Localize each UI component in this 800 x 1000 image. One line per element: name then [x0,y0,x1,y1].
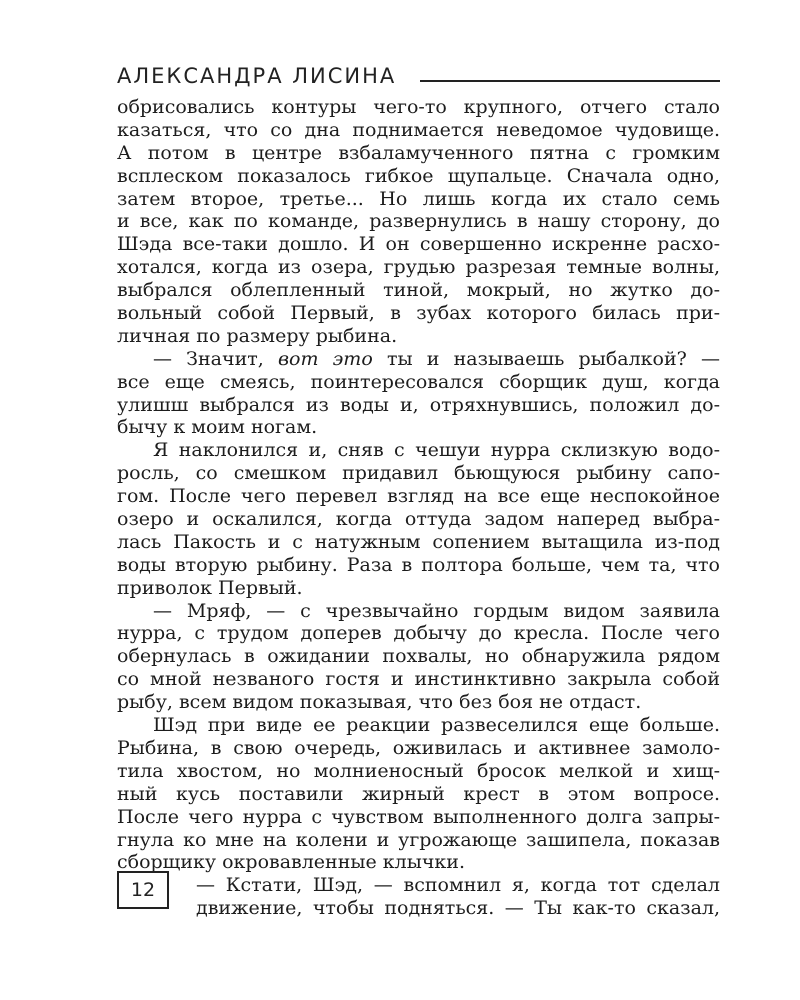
text-line: все еще смеясь, поинтересовался сборщик душ, когда [117,370,720,393]
text-line: — Значит, вот это ты и называешь рыбалкой? — [153,347,720,370]
text-line: выбрался облепленный тиной, мокрый, но жутко до- [117,279,720,302]
text-line: сборщику окровавленные клычки. [117,851,465,874]
text-line: движение, чтобы подняться. — Ты как-то сказал, [196,897,720,920]
text-line: нурра, с трудом доперев добычу до кресла. После чего [117,622,720,645]
body-text [117,96,720,920]
text-line: личная по размеру рыбина. [117,324,398,347]
text-line: всплеском показалось гибкое щупальце. Сначала одно, [117,164,720,187]
text-line: А потом в центре взбаламученного пятна с громким [117,141,720,164]
text-line: со мной незваного гостя и инстинктивно закрыла собой [117,668,720,691]
text-line: затем второе, третье... Но лишь когда их стало семь [117,187,720,210]
text-line: Я наклонился и, сняв с чешуи нурра склизкую водо- [153,439,720,462]
emphasis: вот это [277,347,373,370]
text-line: улишш выбрался из воды и, отряхнувшись, положил до- [117,393,720,416]
text-line: гом. После чего перевел взгляд на все еще неспокойное [117,485,720,508]
text-line: Шэд при виде ее реакции развеселился еще больше. [153,714,720,737]
text-line: озеро и оскалился, когда оттуда задом наперед выбра- [117,508,720,531]
text-line: росль, со смешком придавил бьющуюся рыбину сапо- [117,462,720,485]
running-header [117,62,720,90]
text-line: ный кусь поставили жирный крест в этом вопросе. [117,782,720,805]
page-number-box: 12 [117,871,169,909]
text-line: казаться, что со дна поднимается неведомое чудовище. [117,118,720,141]
text-line: тила хвостом, но молниеносный бросок мелкой и хищ- [117,759,720,782]
text-line: гнула ко мне на колени и угрожающе зашипела, показав [117,828,720,851]
text-line: После чего нурра с чувством выполненного долга запры- [117,805,720,828]
text-line: вольный собой Первый, в зубах которого билась при- [117,302,720,325]
text-line: и все, как по команде, развернулись в нашу сторону, до [117,210,720,233]
text-line: воды вторую рыбину. Раза в полтора больше, чем та, что [117,553,720,576]
header-author-name: АЛЕКСАНДРА ЛИСИНА [117,64,397,88]
text-line: лась Пакость и с натужным сопением вытащила из-под [117,530,720,553]
text-line: — Кстати, Шэд, — вспомнил я, когда тот сделал [196,874,720,897]
text-line: обернулась в ожидании похвалы, но обнаружила рядом [117,645,720,668]
text-line: — Мряф, — с чрезвычайно гордым видом заявила [153,599,720,622]
text-line: приволок Первый. [117,576,303,599]
text-line: хотался, когда из озера, грудью разрезая темные волны, [117,256,720,279]
text-line: Шэда все-таки дошло. И он совершенно искренне расхо- [117,233,720,256]
text-line: Рыбина, в свою очередь, оживилась и активнее замоло- [117,736,720,759]
text-line: бычу к моим ногам. [117,416,318,439]
header-rule [420,80,720,82]
text-line: обрисовались контуры чего-то крупного, отчего стало [117,96,720,118]
text-line: рыбу, всем видом показывая, что без боя не отдаст. [117,691,642,714]
